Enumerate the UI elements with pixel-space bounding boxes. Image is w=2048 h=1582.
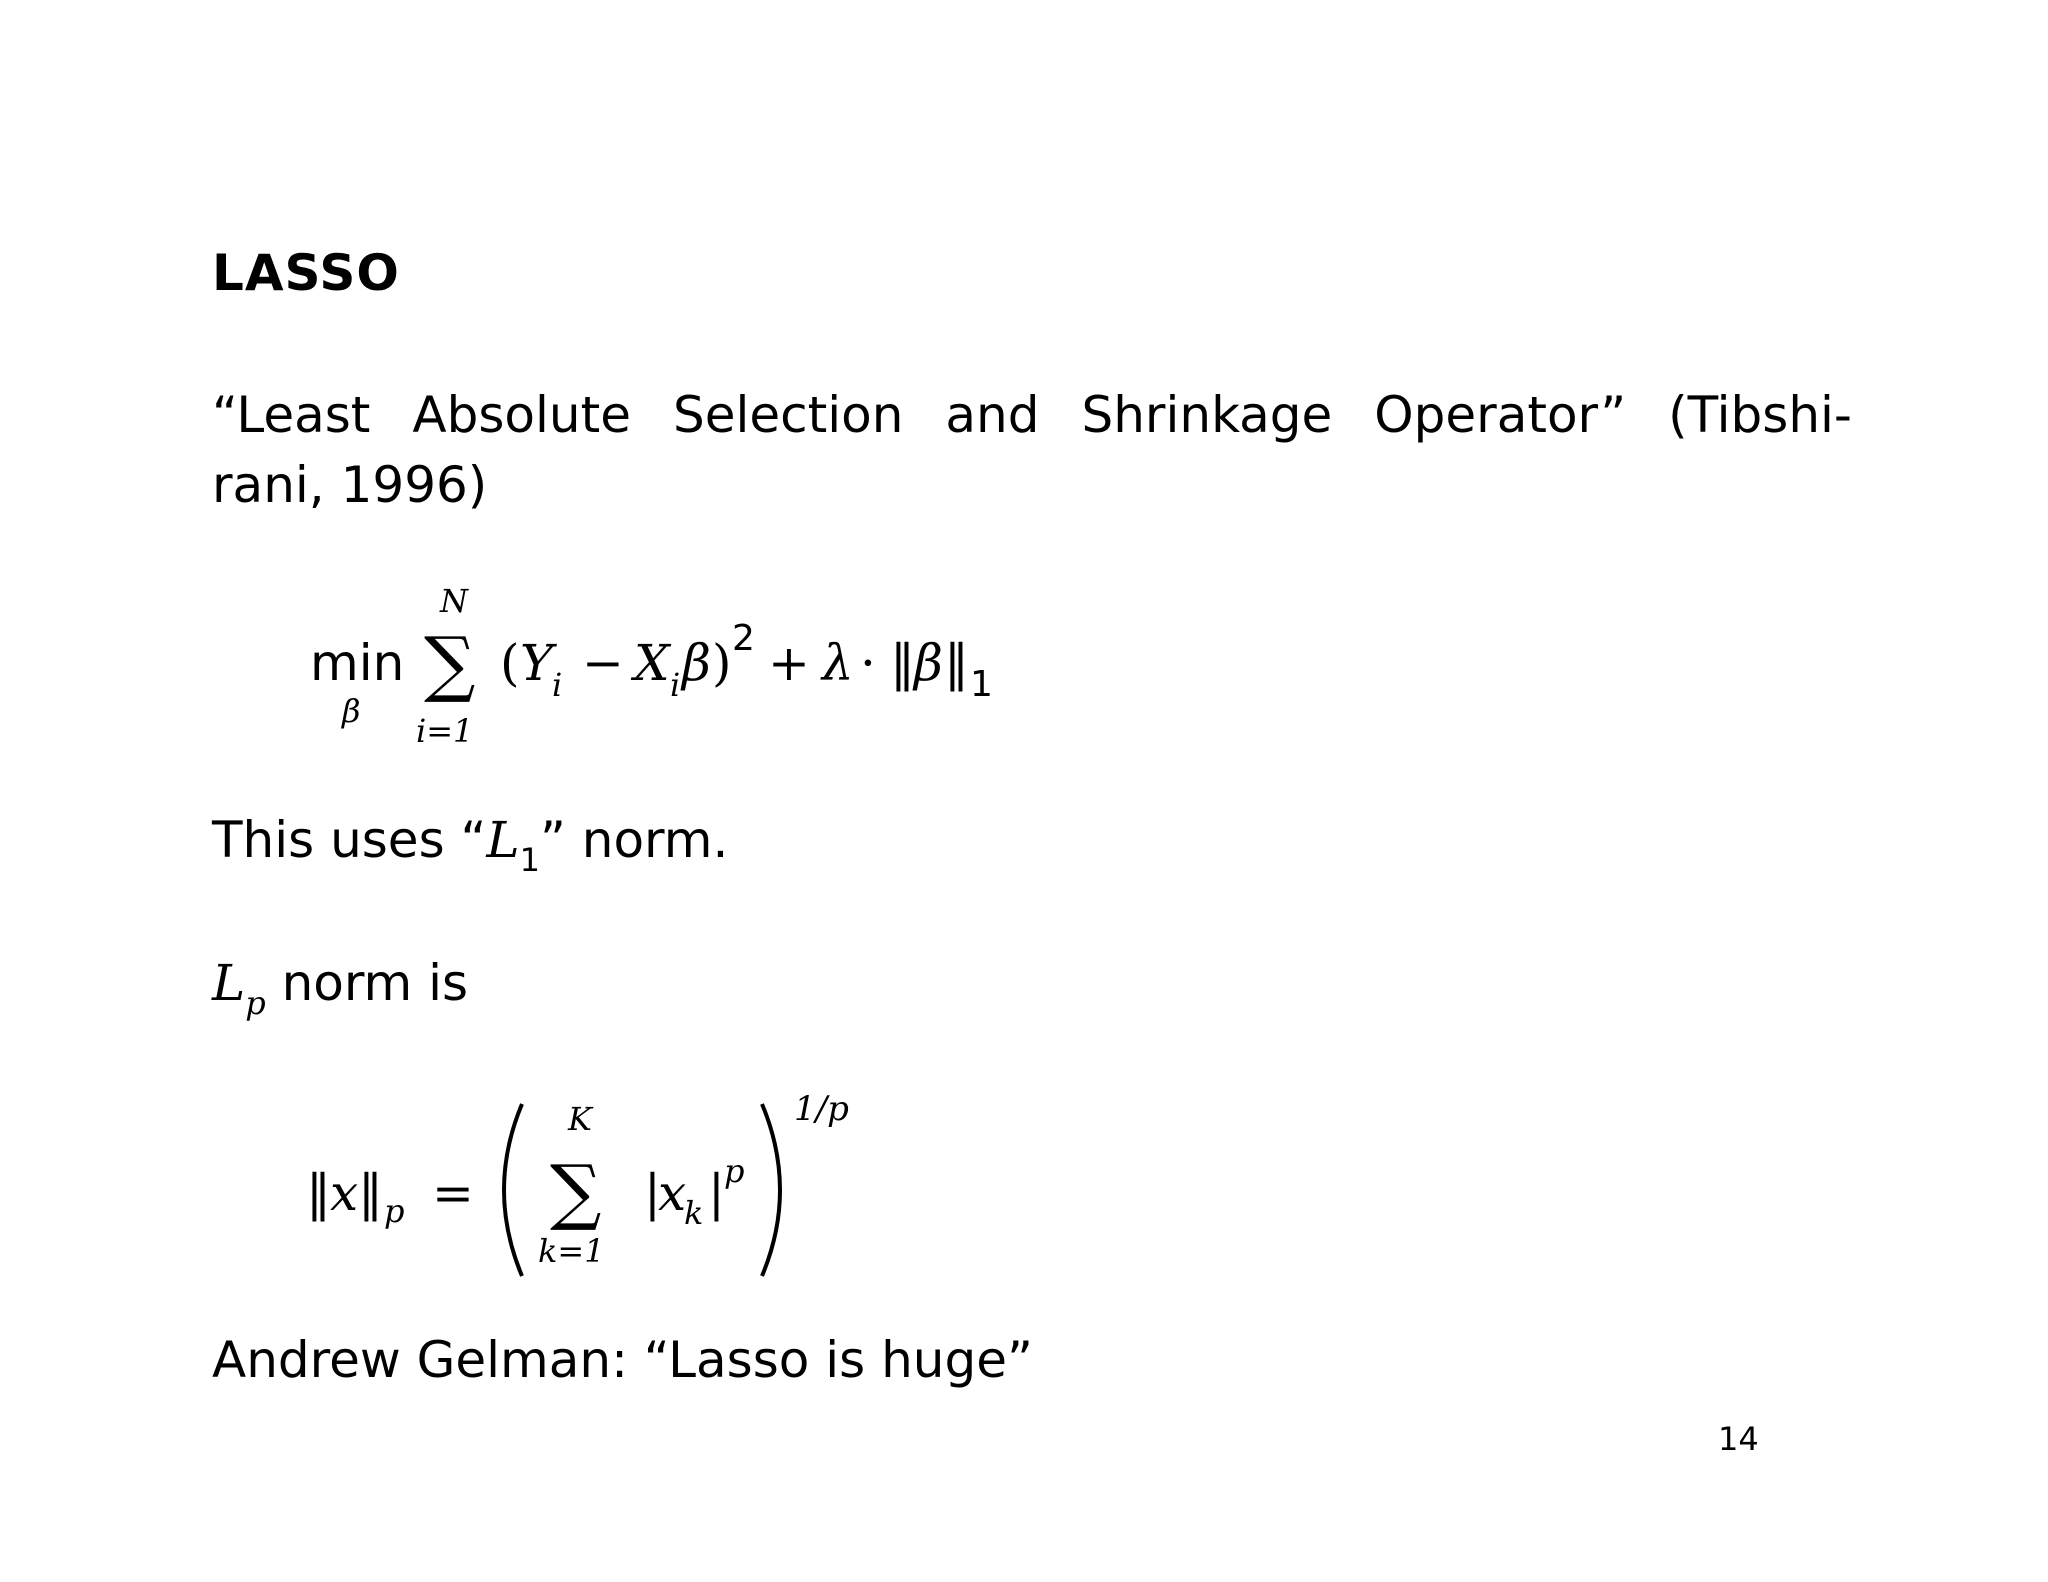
l1-symbol: L <box>486 811 520 869</box>
sum-upper-limit: K <box>568 1100 592 1138</box>
lasso-objective-equation <box>300 580 1100 760</box>
lp-symbol: L <box>212 954 246 1012</box>
l1-sentence-end: ” norm. <box>539 811 729 869</box>
lp-subscript: p <box>245 984 266 1022</box>
norm-subscript: 1 <box>970 664 993 705</box>
plus-sign: + <box>768 634 810 692</box>
l1-sentence-start: This uses “ <box>212 811 487 869</box>
intro-word: Selection <box>672 386 904 444</box>
lambda-symbol: λ <box>822 634 854 692</box>
slide-title: LASSO <box>212 244 400 302</box>
intro-word: and <box>945 386 1040 444</box>
intro-word: Operator” <box>1374 386 1627 444</box>
min-subscript: β <box>342 692 361 730</box>
dot-operator: · <box>860 634 876 692</box>
sum-symbol: ∑ <box>550 1149 602 1233</box>
norm-beta: β <box>914 634 943 692</box>
minus-sign: − <box>582 634 624 692</box>
intro-paragraph <box>212 380 1852 520</box>
X-subscript: i <box>670 666 681 704</box>
intro-word: “Least <box>212 386 371 444</box>
intro-word: (Tibshi- <box>1668 386 1852 444</box>
sum-lower-limit: i=1 <box>416 712 474 750</box>
term-close-paren: ) <box>712 634 732 692</box>
sum-symbol: ∑ <box>424 621 476 705</box>
abs-x-subscript: k <box>684 1194 704 1232</box>
beta-coefficient: β <box>682 634 711 692</box>
equals-sign: = <box>432 1164 474 1222</box>
term-open-paren: ( <box>500 634 520 692</box>
l1-norm-sentence <box>212 805 728 881</box>
big-left-paren <box>504 1104 522 1276</box>
sum-lower-limit: k=1 <box>538 1232 605 1270</box>
gelman-quote: Andrew Gelman: “Lasso is huge” <box>212 1331 1033 1389</box>
Y-subscript: i <box>552 666 563 704</box>
intro-line-2: rani, 1996) <box>212 456 488 514</box>
sum-upper-limit: N <box>440 582 468 620</box>
Y-variable: Y <box>520 634 554 692</box>
intro-line-1 <box>212 380 1852 450</box>
page-number: 14 <box>1718 1420 1759 1458</box>
lp-norm-sentence <box>212 948 468 1024</box>
norm-open: ‖ <box>890 634 915 692</box>
X-variable: X <box>634 634 670 692</box>
norm-subscript: p <box>384 1192 405 1230</box>
norm-close: ‖ <box>358 1164 383 1222</box>
norm-x: x <box>330 1164 359 1222</box>
big-right-paren <box>762 1104 780 1276</box>
norm-open: ‖ <box>306 1164 331 1222</box>
min-operator: min <box>310 634 405 692</box>
intro-word: Shrinkage <box>1081 386 1333 444</box>
square-exponent: 2 <box>732 618 755 659</box>
lp-sentence-end: norm is <box>265 954 469 1012</box>
intro-word: Absolute <box>412 386 631 444</box>
abs-close: | <box>708 1164 725 1222</box>
abs-open: | <box>644 1164 661 1222</box>
outer-exponent: 1/p <box>794 1090 849 1129</box>
lp-norm-equation <box>300 1090 920 1290</box>
l1-subscript: 1 <box>519 841 540 879</box>
norm-close: ‖ <box>944 634 969 692</box>
abs-x: x <box>658 1164 687 1222</box>
abs-power: p <box>724 1152 745 1190</box>
